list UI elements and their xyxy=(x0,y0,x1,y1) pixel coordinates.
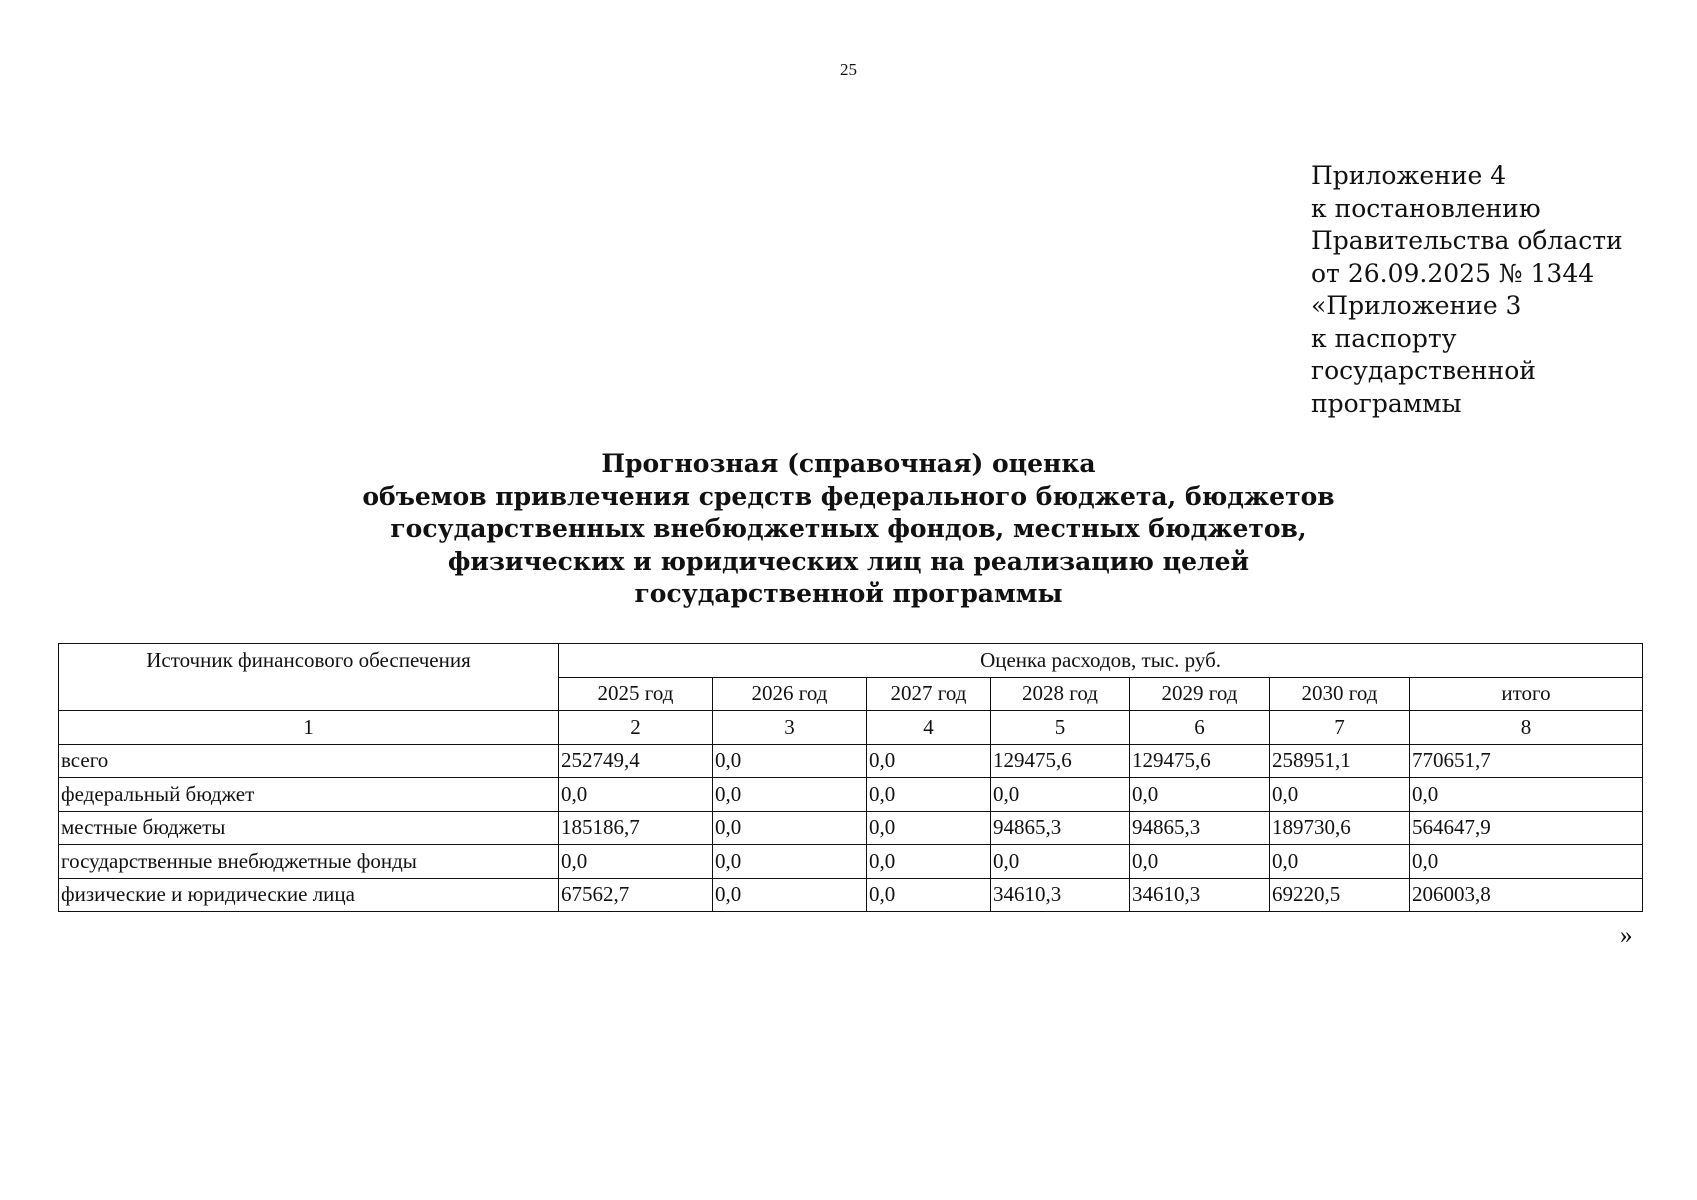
value-cell: 67562,7 xyxy=(559,878,713,912)
value-cell: 0,0 xyxy=(991,778,1130,812)
column-number: 2 xyxy=(559,711,713,745)
value-cell: 189730,6 xyxy=(1270,811,1410,845)
value-cell: 94865,3 xyxy=(1130,811,1270,845)
appendix-line: «Приложение 3 xyxy=(1311,291,1522,320)
year-header: 2028 год xyxy=(991,677,1130,711)
column-number: 4 xyxy=(867,711,991,745)
year-header: 2030 год xyxy=(1270,677,1410,711)
title-line: государственной программы xyxy=(634,579,1063,608)
title-line: Прогнозная (справочная) оценка xyxy=(601,449,1096,478)
column-number: 6 xyxy=(1130,711,1270,745)
appendix-line: к паспорту xyxy=(1311,323,1457,353)
appendix-line: программы xyxy=(1311,388,1462,418)
row-label: федеральный бюджет xyxy=(59,778,559,812)
column-number: 3 xyxy=(713,711,867,745)
title-line: объемов привлечения средств федерального бюджета, бюджетов xyxy=(362,481,1335,511)
value-cell: 0,0 xyxy=(713,744,867,778)
value-cell: 69220,5 xyxy=(1270,878,1410,912)
row-label: государственные внебюджетные фонды xyxy=(59,845,559,879)
value-cell: 0,0 xyxy=(713,811,867,845)
table-row xyxy=(59,744,1643,778)
value-cell: 34610,3 xyxy=(1130,878,1270,912)
column-number: 7 xyxy=(1270,711,1410,745)
table-row xyxy=(59,811,1643,845)
table-row xyxy=(59,845,1643,879)
appendix-reference xyxy=(1311,160,1691,420)
value-cell: 0,0 xyxy=(559,845,713,879)
column-number: 5 xyxy=(991,711,1130,745)
column-number-row xyxy=(59,711,1643,745)
appendix-line: государственной xyxy=(1311,356,1536,385)
document-title xyxy=(0,448,1697,611)
total-cell: 564647,9 xyxy=(1410,811,1643,845)
value-cell: 0,0 xyxy=(867,878,991,912)
value-cell: 0,0 xyxy=(1130,778,1270,812)
value-cell: 94865,3 xyxy=(991,811,1130,845)
appendix-line: Правительства области xyxy=(1311,226,1623,255)
value-cell: 252749,4 xyxy=(559,744,713,778)
year-header: 2027 год xyxy=(867,677,991,711)
row-label: всего xyxy=(59,744,559,778)
value-cell: 129475,6 xyxy=(991,744,1130,778)
budget-table xyxy=(58,643,1643,912)
total-cell: 206003,8 xyxy=(1410,878,1643,912)
total-cell: 0,0 xyxy=(1410,845,1643,879)
closing-quote: » xyxy=(1620,922,1633,949)
value-cell: 0,0 xyxy=(713,778,867,812)
value-cell: 0,0 xyxy=(867,778,991,812)
table-row xyxy=(59,778,1643,812)
column-number: 1 xyxy=(59,711,559,745)
value-cell: 0,0 xyxy=(713,878,867,912)
table-header-row xyxy=(59,644,1643,678)
year-header: 2029 год xyxy=(1130,677,1270,711)
title-line: физических и юридических лиц на реализацию целей xyxy=(447,546,1250,576)
page-number: 25 xyxy=(840,60,857,79)
appendix-line: от 26.09.2025 № 1344 xyxy=(1311,258,1595,288)
value-cell: 0,0 xyxy=(867,744,991,778)
value-cell: 0,0 xyxy=(867,845,991,879)
value-cell: 0,0 xyxy=(867,811,991,845)
value-cell: 0,0 xyxy=(1270,778,1410,812)
total-cell: 770651,7 xyxy=(1410,744,1643,778)
value-cell: 0,0 xyxy=(1130,845,1270,879)
title-line: государственных внебюджетных фондов, местных бюджетов, xyxy=(390,514,1307,543)
value-cell: 129475,6 xyxy=(1130,744,1270,778)
source-header: Источник финансового обеспечения xyxy=(59,644,559,711)
value-cell: 34610,3 xyxy=(991,878,1130,912)
value-cell: 0,0 xyxy=(1270,845,1410,879)
column-number: 8 xyxy=(1410,711,1643,745)
estimate-header: Оценка расходов, тыс. руб. xyxy=(559,644,1643,678)
value-cell: 0,0 xyxy=(559,778,713,812)
year-header: 2025 год xyxy=(559,677,713,711)
value-cell: 258951,1 xyxy=(1270,744,1410,778)
value-cell: 0,0 xyxy=(713,845,867,879)
table-row xyxy=(59,878,1643,912)
value-cell: 0,0 xyxy=(991,845,1130,879)
year-header: 2026 год xyxy=(713,677,867,711)
value-cell: 185186,7 xyxy=(559,811,713,845)
total-cell: 0,0 xyxy=(1410,778,1643,812)
total-header: итого xyxy=(1410,677,1643,711)
row-label: местные бюджеты xyxy=(59,811,559,845)
row-label: физические и юридические лица xyxy=(59,878,559,912)
appendix-line: Приложение 4 xyxy=(1311,161,1507,190)
appendix-line: к постановлению xyxy=(1311,193,1541,223)
